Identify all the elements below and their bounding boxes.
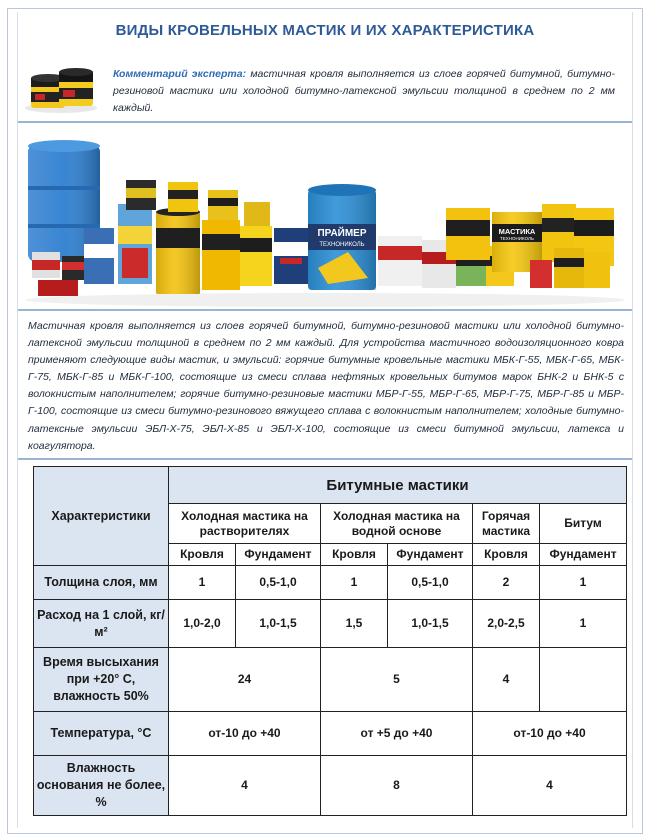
table-cell: 4 bbox=[473, 648, 540, 712]
table-cell: 24 bbox=[169, 648, 321, 712]
table-cell: от +5 до +40 bbox=[321, 712, 473, 756]
table-row bbox=[34, 756, 627, 816]
table-cell: 8 bbox=[321, 756, 473, 816]
expert-comment-label: Комментарий эксперта: bbox=[113, 68, 247, 80]
mastic-properties-table bbox=[33, 466, 627, 816]
table-cell: 1 bbox=[169, 566, 236, 600]
row-label: Время высыхания при +20° С, влажность 50% bbox=[34, 648, 169, 712]
primer-bucket bbox=[308, 184, 376, 290]
table-cell: 4 bbox=[169, 756, 321, 816]
sub-header: Фундамент bbox=[540, 544, 627, 566]
sub-header: Фундамент bbox=[236, 544, 321, 566]
primer-bucket-brand: ТЕХНОНИКОЛЬ bbox=[319, 242, 365, 248]
divider bbox=[18, 458, 632, 460]
type-header: Горячая мастика bbox=[473, 504, 540, 544]
navy-buckets bbox=[274, 228, 310, 284]
table-cell: 1,5 bbox=[321, 600, 388, 648]
table-cell: 1 bbox=[321, 566, 388, 600]
expert-comment-text: мастичная кровля выполняется из слоев горячей битумной, битумно-резиновой мастики или холодной битумно-латексной эмульсии толщиной в среднем по 2 мм каждый. bbox=[113, 68, 615, 114]
mastic-bucket-title: МАСТИКА bbox=[498, 227, 536, 236]
table-cell: 1,0-1,5 bbox=[236, 600, 321, 648]
table-cell bbox=[540, 648, 627, 712]
primer-bucket-title: ПРАЙМЕР bbox=[317, 228, 367, 239]
table-cell: 1 bbox=[540, 600, 627, 648]
sub-header: Кровля bbox=[321, 544, 388, 566]
sub-header: Кровля bbox=[473, 544, 540, 566]
sub-header: Кровля bbox=[169, 544, 236, 566]
row-label: Расход на 1 слой, кг/м² bbox=[34, 600, 169, 648]
mastic-bucket-brand: ТЕХНОНИКОЛЬ bbox=[500, 236, 534, 241]
row-label: Влажность основания не более, % bbox=[34, 756, 169, 816]
group-header: Битумные мастики bbox=[169, 467, 627, 504]
description-paragraph: Мастичная кровля выполняется из слоев горячей битумной, битумно-резиновой мастики или холодной битумно-латексной эмульсии толщиной в среднем по 2 мм каждый. Для устройства мастичного водоизоляционного ковра применяют следующие виды мастик, и эмульсий: горячие битумные кровельные мастики МБК-Г-55, МБК-Г-65, МБК-Г-75, МБК-Г-85 и МБК-Г-100, состоящие из смеси сплава нефтяных кровельных битумов марок БНК-2 и БНК-5 с волокнистым наполнителем; горячие битумно-резиновые мастики МБР-Г-55, МБР-Г-65, МБР-Г-75, МБР-Г-85 и МБР-Г-100, состоящие из смеси битумно-резинового вяжущего сплава с волокнистым наполнителем; холодные битумно-латексные эмульсии ЭБЛ-Х-75, ЭБЛ-Х-85 и ЭБЛ-Х-100, состоящие из смеси битумной эмульсии, латекса и коагулятора. bbox=[28, 320, 624, 452]
table-row bbox=[34, 566, 627, 600]
type-header: Битум bbox=[540, 504, 627, 544]
table-cell: от-10 до +40 bbox=[473, 712, 627, 756]
products-photo bbox=[18, 128, 632, 308]
table-cell: 2 bbox=[473, 566, 540, 600]
row-label: Толщина слоя, мм bbox=[34, 566, 169, 600]
table-cell: 1 bbox=[540, 566, 627, 600]
small-cans-left bbox=[32, 252, 86, 296]
sub-header: Фундамент bbox=[388, 544, 473, 566]
table-cell: 0,5-1,0 bbox=[236, 566, 321, 600]
divider bbox=[18, 121, 632, 123]
table-cell: 1,0-1,5 bbox=[388, 600, 473, 648]
corner-header: Характеристики bbox=[34, 467, 169, 566]
type-header: Холодная мастика на водной основе bbox=[321, 504, 473, 544]
mastic-buckets-thumbnail bbox=[23, 56, 99, 114]
page-title: ВИДЫ КРОВЕЛЬНЫХ МАСТИК И ИХ ХАРАКТЕРИСТИКА bbox=[115, 22, 535, 39]
expert-comment bbox=[113, 66, 615, 117]
table-cell: 4 bbox=[473, 756, 627, 816]
table-cell: 0,5-1,0 bbox=[388, 566, 473, 600]
table-cell: 5 bbox=[321, 648, 473, 712]
table-cell: от-10 до +40 bbox=[169, 712, 321, 756]
table-row bbox=[34, 712, 627, 756]
divider bbox=[18, 309, 632, 311]
table-cell: 1,0-2,0 bbox=[169, 600, 236, 648]
type-header: Холодная мастика на растворителях bbox=[169, 504, 321, 544]
table-row bbox=[34, 600, 627, 648]
row-label: Температура, °С bbox=[34, 712, 169, 756]
table-row bbox=[34, 648, 627, 712]
table-cell: 2,0-2,5 bbox=[473, 600, 540, 648]
